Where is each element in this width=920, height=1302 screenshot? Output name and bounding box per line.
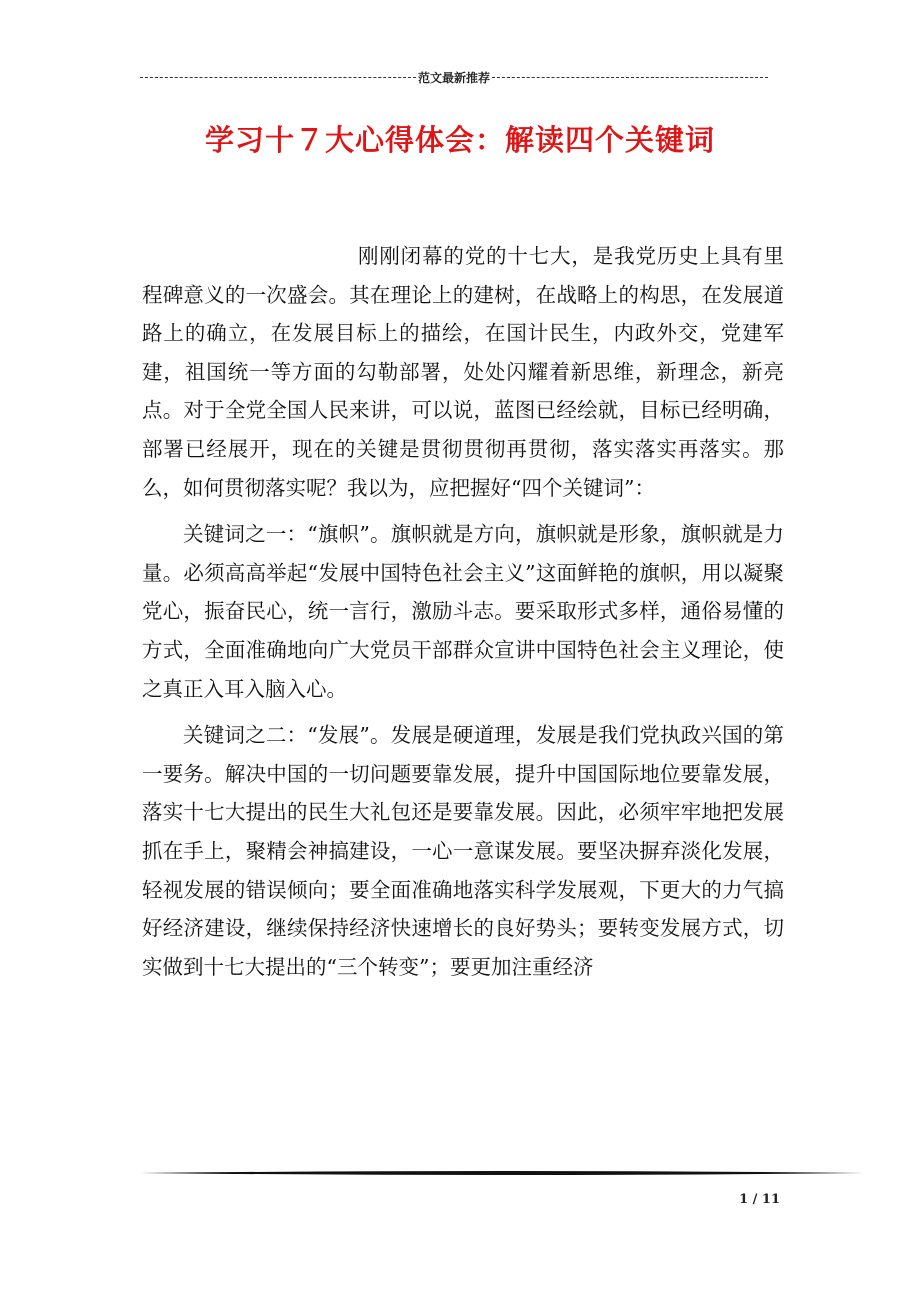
paragraph-keyword-development: 关键词之二：“发展”。发展是硬道理，发展是我们党执政兴国的第一要务。解决中国的一切问题要靠发展，提升中国国际地位要靠发展，落实十七大提出的民生大礼包还是要靠发展。因此，必须牢牢地把发展抓在手上，聚精会神搞建设，一心一意谋发展。要坚决摒弃淡化发展，轻视发展的错误倾向；要全面准确地落实科学发展观，下更大的力气搞好经济建设，继续保持经济快速增长的良好势头；要转变发展方式，切实做到十七大提出的“三个转变”；要更加注重经济 [142,723,784,979]
header-dash-right [492,77,768,78]
paragraph-keyword-flag: 关键词之一：“旗帜”。旗帜就是方向，旗帜就是形象，旗帜就是力量。必须高高举起“发展中国特色社会主义”这面鲜艳的旗帜，用以凝聚党心，振奋民心，统一言行，激励斗志。要采取形式多样，通俗易懂的方式，全面准确地向广大党员干部群众宣讲中国特色社会主义理论，使之真正入耳入脑入心。 [142,522,784,701]
header-label: 范文最新推荐 [418,70,491,85]
page-header [140,68,768,86]
header-dash-left [140,77,416,78]
document-body [142,237,784,986]
footer-rule [140,1168,864,1178]
page-number: 1 / 11 [739,1192,780,1207]
document-title: 学习十７大心得体会：解读四个关键词 [204,123,715,157]
paragraph-intro: 刚刚闭幕的党的十七大，是我党历史上具有里程碑意义的一次盛会。其在理论上的建树，在战略上的构思，在发展道路上的确立，在发展目标上的描绘，在国计民生，内政外交，党建军建，祖国统一等方面的勾勒部署，处处闪耀着新思维，新理念，新亮点。对于全党全国人民来讲，可以说，蓝图已经绘就，目标已经明确，部署已经展开，现在的关键是贯彻贯彻再贯彻，落实落实再落实。那么，如何贯彻落实呢？我以为，应把握好“四个关键词”： [142,244,784,500]
